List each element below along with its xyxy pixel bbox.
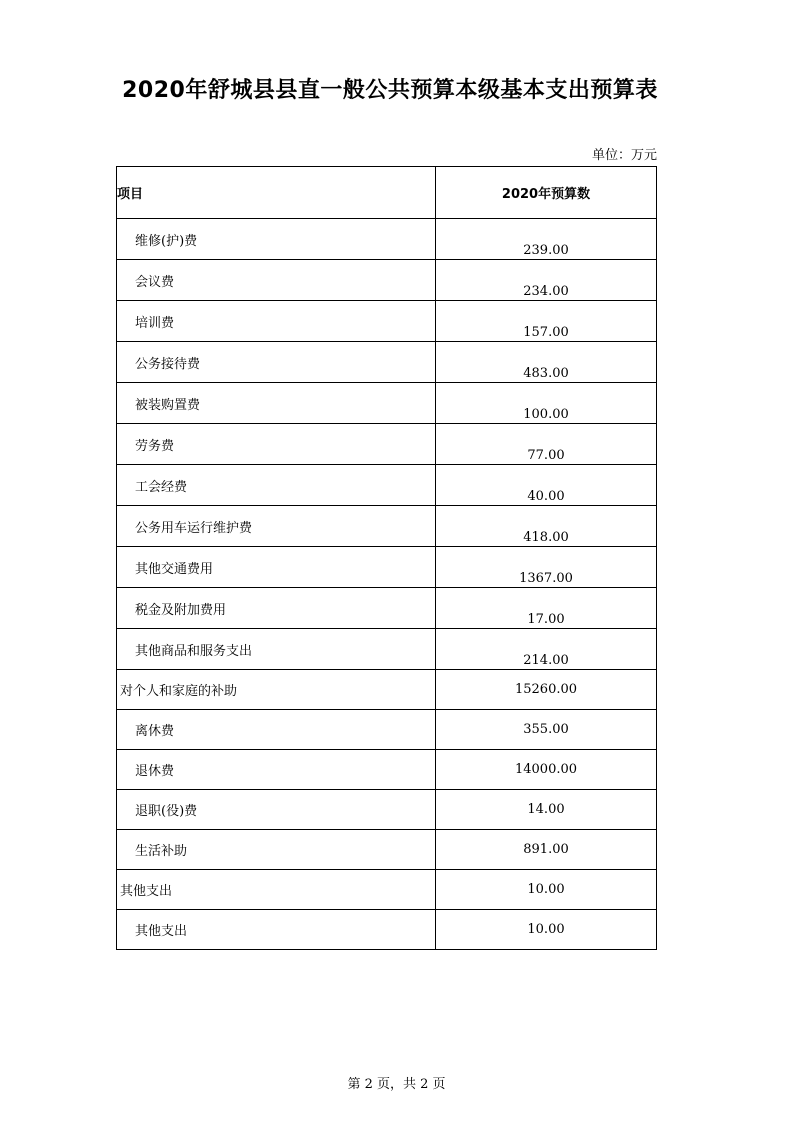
row-amount: 40.00	[436, 465, 657, 506]
row-item-label: 会议费	[117, 260, 436, 301]
table-row	[117, 910, 657, 950]
row-item-label: 公务用车运行维护费	[117, 506, 436, 547]
row-amount: 1367.00	[436, 547, 657, 588]
row-item-label: 其他商品和服务支出	[117, 629, 436, 670]
row-item-label: 公务接待费	[117, 342, 436, 383]
row-item-label: 对个人和家庭的补助	[117, 670, 436, 710]
row-item-label: 其他支出	[117, 870, 436, 910]
row-amount: 14.00	[436, 790, 657, 830]
row-amount: 239.00	[436, 219, 657, 260]
row-amount: 355.00	[436, 710, 657, 750]
row-item-label: 工会经费	[117, 465, 436, 506]
row-amount: 10.00	[436, 870, 657, 910]
row-amount: 15260.00	[436, 670, 657, 710]
row-item-label: 其他支出	[117, 910, 436, 950]
unit-label: 单位：万元	[591, 148, 657, 163]
table-row	[117, 219, 657, 260]
row-amount: 483.00	[436, 342, 657, 383]
table-row	[117, 750, 657, 790]
row-amount: 10.00	[436, 910, 657, 950]
row-amount: 157.00	[436, 301, 657, 342]
table-body	[117, 219, 657, 950]
table-row	[117, 383, 657, 424]
row-item-label: 维修(护)费	[117, 219, 436, 260]
row-amount: 418.00	[436, 506, 657, 547]
header-amount: 2020年预算数	[436, 167, 657, 219]
row-amount: 234.00	[436, 260, 657, 301]
table-row	[117, 790, 657, 830]
row-amount: 14000.00	[436, 750, 657, 790]
table-row	[117, 870, 657, 910]
row-item-label: 劳务费	[117, 424, 436, 465]
table-row	[117, 424, 657, 465]
row-amount: 100.00	[436, 383, 657, 424]
row-item-label: 其他交通费用	[117, 547, 436, 588]
row-item-label: 生活补助	[117, 830, 436, 870]
row-item-label: 退职(役)费	[117, 790, 436, 830]
table-row	[117, 260, 657, 301]
table-row	[117, 830, 657, 870]
table-row	[117, 506, 657, 547]
table-header-row	[117, 167, 657, 219]
table-row	[117, 465, 657, 506]
row-amount: 77.00	[436, 424, 657, 465]
table-row	[117, 710, 657, 750]
table-row	[117, 629, 657, 670]
table-row	[117, 670, 657, 710]
table-row	[117, 547, 657, 588]
page-footer: 第 2 页，共 2 页	[347, 1077, 446, 1092]
row-item-label: 离休费	[117, 710, 436, 750]
budget-table	[116, 166, 657, 950]
page-title: 2020年舒城县县直一般公共预算本级基本支出预算表	[122, 78, 658, 103]
table-row	[117, 588, 657, 629]
row-item-label: 培训费	[117, 301, 436, 342]
row-item-label: 退休费	[117, 750, 436, 790]
row-item-label: 被装购置费	[117, 383, 436, 424]
row-amount: 17.00	[436, 588, 657, 629]
header-item: 项目	[117, 167, 436, 219]
table-row	[117, 301, 657, 342]
table-row	[117, 342, 657, 383]
row-item-label: 税金及附加费用	[117, 588, 436, 629]
row-amount: 891.00	[436, 830, 657, 870]
row-amount: 214.00	[436, 629, 657, 670]
